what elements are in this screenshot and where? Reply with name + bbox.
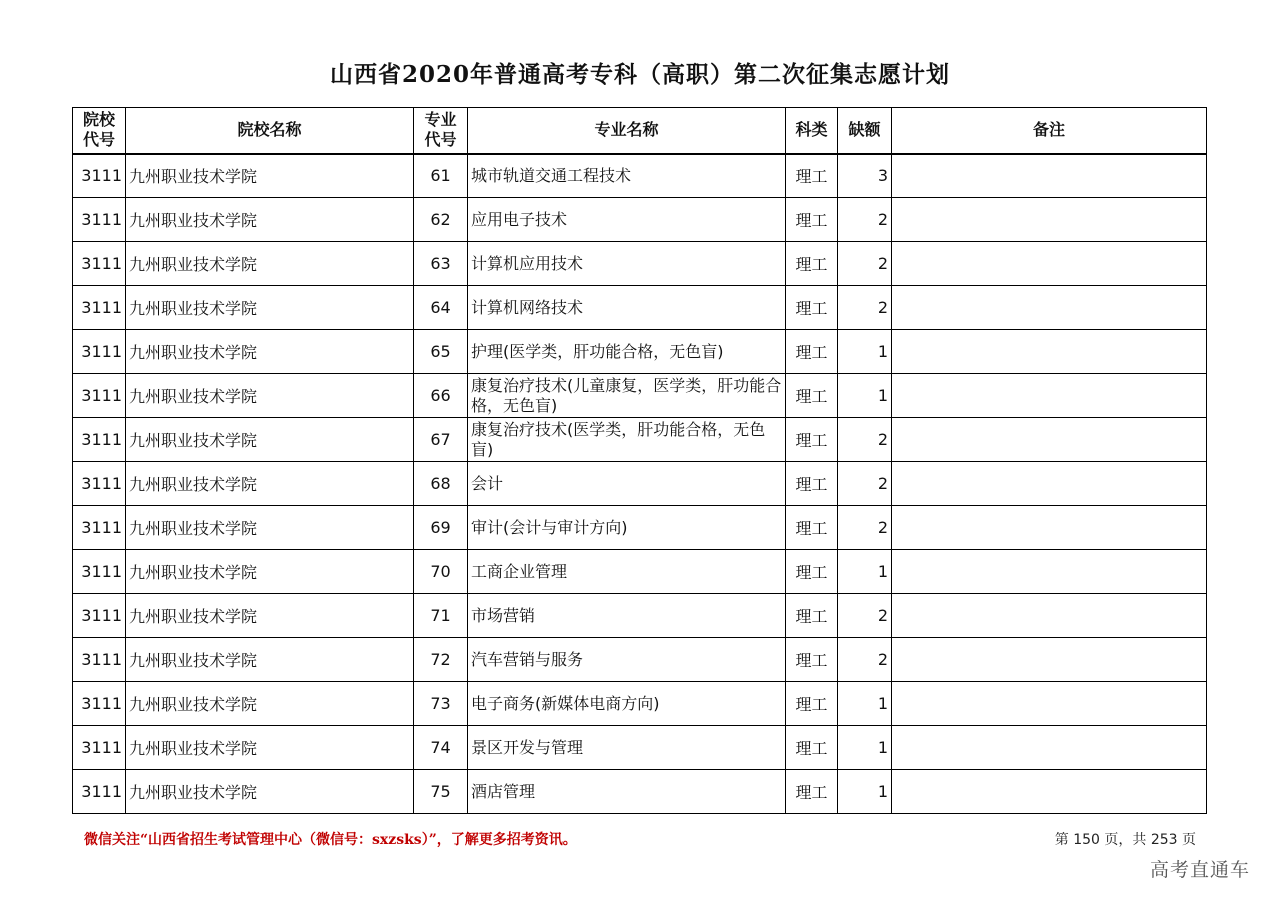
table-row [73,418,1207,462]
cell-school-name: 九州职业技术学院 [126,374,414,418]
header-school-code: 院校代号 [73,108,126,154]
cell-school-name: 九州职业技术学院 [126,682,414,726]
cell-school-code: 3111 [73,286,126,330]
cell-vacancy: 1 [838,330,892,374]
table-row [73,242,1207,286]
header-school-name: 院校名称 [126,108,414,154]
cell-major-code: 69 [414,506,468,550]
cell-note [892,374,1207,418]
cell-school-name: 九州职业技术学院 [126,462,414,506]
cell-school-code: 3111 [73,594,126,638]
cell-major-name: 应用电子技术 [468,198,786,242]
table-row [73,682,1207,726]
table-row [73,198,1207,242]
cell-note [892,550,1207,594]
table-row [73,594,1207,638]
cell-vacancy: 2 [838,462,892,506]
cell-note [892,638,1207,682]
table-row [73,726,1207,770]
cell-major-code: 68 [414,462,468,506]
cell-major-code: 75 [414,770,468,814]
cell-school-code: 3111 [73,242,126,286]
cell-school-name: 九州职业技术学院 [126,418,414,462]
cell-category: 理工 [786,374,838,418]
cell-major-code: 61 [414,154,468,198]
cell-category: 理工 [786,550,838,594]
cell-major-name: 计算机网络技术 [468,286,786,330]
cell-category: 理工 [786,770,838,814]
cell-category: 理工 [786,594,838,638]
cell-vacancy: 2 [838,506,892,550]
cell-major-name: 护理(医学类，肝功能合格，无色盲) [468,330,786,374]
table-row [73,770,1207,814]
cell-school-name: 九州职业技术学院 [126,506,414,550]
cell-vacancy: 2 [838,198,892,242]
cell-category: 理工 [786,726,838,770]
cell-major-code: 67 [414,418,468,462]
cell-major-code: 72 [414,638,468,682]
cell-school-code: 3111 [73,154,126,198]
cell-school-code: 3111 [73,506,126,550]
cell-major-code: 73 [414,682,468,726]
table-row [73,638,1207,682]
cell-note [892,330,1207,374]
cell-school-code: 3111 [73,550,126,594]
page-number: 第 150 页，共 253 页 [1054,832,1196,848]
table-row [73,462,1207,506]
cell-category: 理工 [786,638,838,682]
cell-school-code: 3111 [73,374,126,418]
cell-note [892,594,1207,638]
cell-category: 理工 [786,286,838,330]
cell-vacancy: 1 [838,770,892,814]
cell-note [892,154,1207,198]
cell-school-code: 3111 [73,770,126,814]
cell-category: 理工 [786,330,838,374]
cell-note [892,770,1207,814]
cell-school-name: 九州职业技术学院 [126,330,414,374]
cell-category: 理工 [786,154,838,198]
cell-major-name: 会计 [468,462,786,506]
cell-school-code: 3111 [73,682,126,726]
wechat-notice: 微信关注“山西省招生考试管理中心（微信号：sxzsks）”，了解更多招考资讯。 [84,832,577,848]
cell-school-name: 九州职业技术学院 [126,242,414,286]
header-major-name: 专业名称 [468,108,786,154]
cell-major-name: 计算机应用技术 [468,242,786,286]
cell-major-code: 70 [414,550,468,594]
header-major-code: 专业代号 [414,108,468,154]
table-row [73,154,1207,198]
cell-school-code: 3111 [73,418,126,462]
cell-category: 理工 [786,682,838,726]
cell-major-name: 市场营销 [468,594,786,638]
cell-vacancy: 3 [838,154,892,198]
cell-major-name: 景区开发与管理 [468,726,786,770]
cell-category: 理工 [786,506,838,550]
cell-vacancy: 1 [838,726,892,770]
cell-note [892,418,1207,462]
cell-note [892,506,1207,550]
header-vacancy: 缺额 [838,108,892,154]
cell-major-code: 64 [414,286,468,330]
cell-school-name: 九州职业技术学院 [126,198,414,242]
cell-school-code: 3111 [73,198,126,242]
cell-major-code: 74 [414,726,468,770]
cell-vacancy: 2 [838,418,892,462]
cell-school-name: 九州职业技术学院 [126,550,414,594]
cell-note [892,726,1207,770]
cell-major-name: 工商企业管理 [468,550,786,594]
cell-major-code: 63 [414,242,468,286]
cell-school-name: 九州职业技术学院 [126,770,414,814]
cell-vacancy: 1 [838,550,892,594]
cell-major-name: 酒店管理 [468,770,786,814]
cell-school-name: 九州职业技术学院 [126,286,414,330]
cell-vacancy: 2 [838,638,892,682]
cell-major-name: 城市轨道交通工程技术 [468,154,786,198]
page-title: 山西省2020年普通高考专科（高职）第二次征集志愿计划 [329,61,950,88]
cell-school-name: 九州职业技术学院 [126,154,414,198]
cell-major-code: 71 [414,594,468,638]
cell-category: 理工 [786,418,838,462]
enrollment-plan-table [72,107,1207,814]
header-note: 备注 [892,108,1207,154]
cell-vacancy: 1 [838,374,892,418]
cell-note [892,682,1207,726]
table-row [73,550,1207,594]
cell-major-name: 电子商务(新媒体电商方向) [468,682,786,726]
cell-school-name: 九州职业技术学院 [126,726,414,770]
cell-major-name: 汽车营销与服务 [468,638,786,682]
table-header-row [73,108,1207,154]
table-row [73,286,1207,330]
cell-major-name: 康复治疗技术(儿童康复，医学类，肝功能合格，无色盲) [468,374,786,418]
cell-major-code: 66 [414,374,468,418]
cell-category: 理工 [786,242,838,286]
cell-school-code: 3111 [73,638,126,682]
cell-vacancy: 2 [838,286,892,330]
cell-school-code: 3111 [73,462,126,506]
cell-major-code: 65 [414,330,468,374]
cell-school-name: 九州职业技术学院 [126,638,414,682]
watermark-text: 高考直通车 [1149,859,1250,881]
table-row [73,374,1207,418]
cell-major-code: 62 [414,198,468,242]
cell-note [892,198,1207,242]
cell-note [892,462,1207,506]
header-category: 科类 [786,108,838,154]
cell-school-code: 3111 [73,726,126,770]
table-row [73,330,1207,374]
cell-major-name: 审计(会计与审计方向) [468,506,786,550]
table-row [73,506,1207,550]
cell-school-code: 3111 [73,330,126,374]
cell-category: 理工 [786,198,838,242]
cell-vacancy: 1 [838,682,892,726]
cell-school-name: 九州职业技术学院 [126,594,414,638]
cell-vacancy: 2 [838,242,892,286]
cell-major-name: 康复治疗技术(医学类，肝功能合格，无色盲) [468,418,786,462]
cell-note [892,242,1207,286]
cell-category: 理工 [786,462,838,506]
cell-vacancy: 2 [838,594,892,638]
cell-note [892,286,1207,330]
